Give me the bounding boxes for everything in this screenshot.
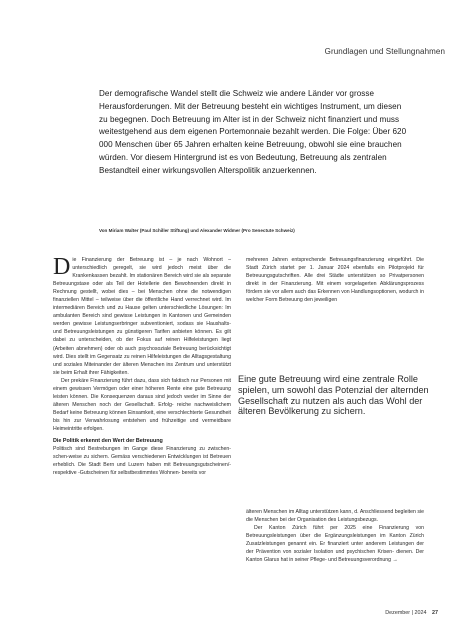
right-column-bottom [246, 508, 424, 564]
section-header-label: Grundlagen und Stellungnahmen [324, 47, 445, 56]
left-paragraph-3: Politisch sind Bestrebungen im Gange diese Finanzierung zu zwischen- schen-weise zu sichern. Gemäss verschiedenen Entwicklungen ist Betreuen erheblich. Die Stadt Bern und Luzern haben mit Betreuungsgutscheinen/-respektive -Gutscheinen für selbstbestimmtes Wohnen- bereits vor [53, 446, 231, 477]
section-header [325, 47, 445, 56]
right-column [246, 256, 424, 304]
right-paragraph-1: mehreren Jahren entsprechende Betreuungsfinanzierung eingeführt. Die Stadt Zürich startet per 1. Januar 2024 ebenfalls ein Pilotprojekt für Betreuungsgutschriften. Alle drei Städte unterstützen so Privatpersonen direkt in der Finanzierung. Mit einem vorgelagerten Abklärungsprozess fördern sie vor allem auch das Erkennen von Handlungsoptionen, wodurch in welcher Form Betreuung den jeweiligen [246, 257, 424, 304]
issue-label: Dezember | 2024 [385, 610, 427, 616]
page-number: 27 [432, 610, 438, 616]
right-bottom-paragraph-1: älteren Menschen im Alltag unterstützen kann, d. Anschliessend begleiten sie die Menschen bei der Organisation des Leistungsbezugs. [246, 509, 424, 524]
right-bottom-paragraph-2: Der Kanton Zürich führt per 2025 eine Finanzierung von Betreuungsleistungen über die Ergänzungsleistungen im Kanton Zürich Zusatzleistungen genannt ein. Er finanziert unter anderem Leistungen der der Prävention von sozialer Isolation und psychischen Krisen- dienen. Der Kanton Glarus hat in seiner Pflege- und Betreuungsverordnung [246, 525, 424, 564]
lead-paragraph [99, 88, 411, 178]
pull-quote-text: Eine gute Betreuung wird eine zentrale Rolle spielen, um sowohl das Potenzial der alternden Gesellschaft zu nutzen als auch das Wohl der älteren Bevölkerung zu sichern. [238, 374, 429, 417]
left-subheading: Die Politik erkennt den Wert der Betreuung [53, 438, 163, 445]
continue-arrow-icon: → [392, 557, 398, 564]
dropcap: D [53, 254, 71, 280]
lead-text: Der demografische Wandel stellt die Schweiz wie andere Länder vor grosse Herausforderungen. Mit der Betreuung besteht ein wichtiges Instrument, um diesen zu begegnen. Doch Betreuung im Alter ist in der Schweiz nicht finanziert und muss weitestgehend aus dem eigenen Portemonnaie bezahlt werden. Die Folge: Über 620 000 Menschen über 65 Jahren erhalten keine Betreuung, obwohl sie eine brauchen würden. Vor diesem Hintergrund ist es von Bedeutung, Betreuung als zentralen Bestandteil einer wirkungsvollen Alterspolitik anzuerkennen. [99, 89, 407, 175]
left-paragraph-1: ie Finanzierung der Betreuung ist – je nach Wohnort – unterschiedlich geregelt, sie wird jedoch meist über die Krankenkassen bezahlt. Im stationären Bereich wird sie als separate Betreuungstaxe oder als Teil der Hotellerie den Bewohnenden direkt in Rechnung gestellt, wobei dies – bei Menschen ohne die notwendigen finanziellen Mittel – teilweise über die öffentliche Hand verrechnet wird. Im intermediären Bereich und zu Hause gelten unterschiedliche Lösungen: Im ambulanten Bereich sind gewisse Leistungen in Kantonen und Gemeinden werden gewisse Leistungserbringer subventioniert, sodass sie Haushalts- und Betreuungsleistungen zu günstigeren Tarifen anbieten können. Es gilt dabei zu unterscheiden, ob der Fokus auf reinen Hilfeleistungen liegt (Arbeiten abnehmen) oder ob auch psychosoziale Betreuung berücksichtigt wird. Dies stellt im Gegensatz zu reinen Hilfeleistungen die Alltagsgestaltung und soziales Miteinander der älteren Menschen ins Zentrum und unterstützt sie beim Erhalt ihrer Fähigkeiten. [53, 257, 231, 376]
byline: Von Miriam Walter (Paul Schiller Stiftung) und Alexander Widmer (Pro Senectute Schweiz) [99, 228, 295, 233]
left-column [53, 256, 231, 477]
left-paragraph-2: Der prekäre Finanzierung führt dazu, dass sich faktisch nur Personen mit einem gewissen Vermögen oder einer höheren Rente eine gute Betreuung leisten können. Die Konsequenzen daraus sind jedoch weder im Sinne der älteren Menschen noch der Gesellschaft. Erfolg- reiche nachweislichem Bedarf keine Betreuung können Einsamkeit, eine verschlechterte Gesundheit bis hin zur Verwahrlosung entstehen und frühzeitige und vermeidbare Heimeintritte erfolgen. [53, 377, 231, 432]
pull-quote [238, 374, 438, 417]
page-footer [385, 610, 438, 616]
